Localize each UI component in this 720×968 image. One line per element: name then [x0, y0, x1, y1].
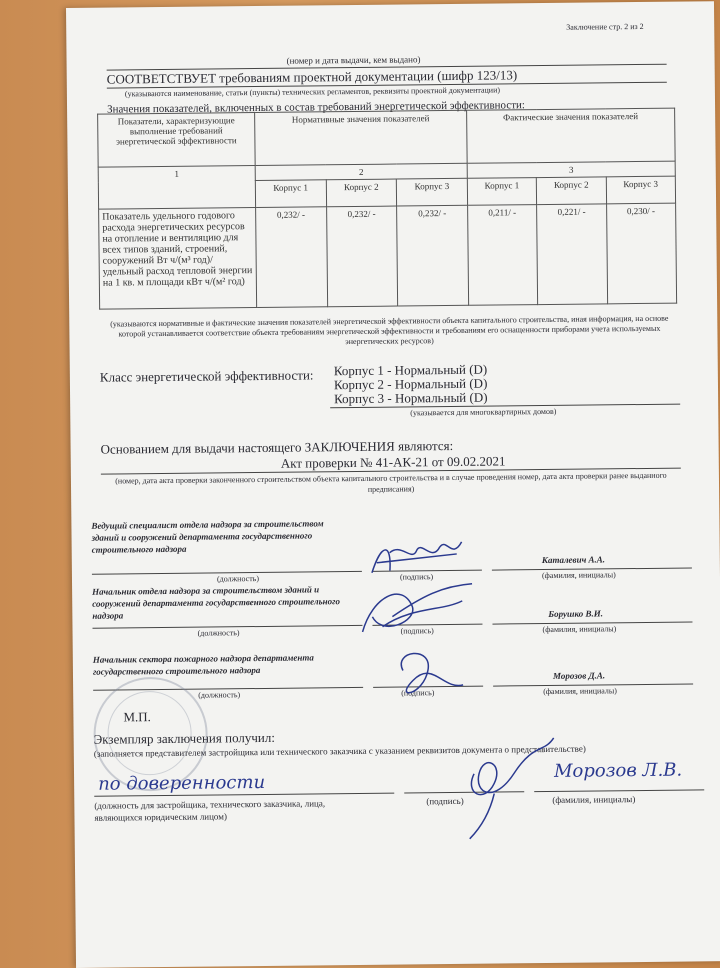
- header-normative: Нормативные значения показателей: [255, 110, 467, 165]
- compliance-note: (указываются наименование, статьи (пункты) технических регламентов, реквизиты проектной документации): [124, 85, 501, 99]
- signatory-1-signature-caption: (подпись): [399, 572, 434, 582]
- col-number-2: 2: [255, 163, 467, 180]
- recipient-signature-caption: (подпись): [426, 795, 464, 807]
- energy-class-note: (указывается для многоквартирных домов): [410, 406, 557, 418]
- header-actual: Фактические значения показателей: [466, 108, 675, 163]
- value-normative-1: 0,232/ -: [256, 207, 328, 308]
- recipient-title: Экземпляр заключения получил:: [93, 729, 276, 747]
- col-number-3: 3: [467, 161, 675, 178]
- building-2-normative: Корпус 2: [326, 179, 397, 207]
- signature-3-icon: [373, 640, 484, 711]
- building-2-actual: Корпус 2: [537, 177, 607, 205]
- signatory-2-position: Начальник отдела надзора за строительством зданий и сооружений департамента государственного строительного надзора: [92, 584, 341, 621]
- energy-title: Значения показателей, включенных в состав требований энергетической эффективности:: [107, 99, 525, 116]
- signature-2-icon: [342, 576, 493, 648]
- value-actual-3: 0,230/ -: [606, 203, 676, 304]
- basis-act: Акт проверки № 41-АК-21 от 09.02.2021: [280, 453, 506, 471]
- building-1-normative: Корпус 1: [255, 180, 326, 208]
- building-1-actual: Корпус 1: [467, 178, 537, 206]
- signatory-2-signature-caption: (подпись): [400, 626, 434, 636]
- energy-class-label: Класс энергетической эффективности:: [99, 367, 314, 385]
- signatory-2-name-caption: (фамилия, инициалы): [542, 624, 617, 635]
- signatory-3-name: Морозов Д.А.: [552, 670, 606, 681]
- basis-label: Основанием для выдачи настоящего ЗАКЛЮЧЕНИЯ являются:: [100, 437, 454, 457]
- signatory-2-name: Борушко В.И.: [548, 608, 603, 619]
- signatory-3-name-caption: (фамилия, инициалы): [543, 686, 617, 697]
- signatory-1-name: Каталевич А.А.: [541, 554, 606, 566]
- signatory-1-position: Ведущий специалист отдела надзора за строительством зданий и сооружений департамента государственного строительного надзора: [91, 518, 324, 555]
- signatory-1-name-caption: (фамилия, инициалы): [541, 570, 616, 581]
- document-page: [66, 1, 720, 968]
- value-actual-1: 0,211/ -: [467, 205, 537, 306]
- recipient-handwritten-name: Морозов Л.В.: [553, 759, 683, 782]
- energy-class-item-2: Корпус 2 - Нормальный (D): [333, 375, 488, 393]
- indicator-text: Показатель удельного годового расхода энергетических ресурсов на отопление и вентиляцию для всех типов зданий, строений, сооружений Вт ч/(м³ год)/удельный расход тепловой энергии на 1 кв. м площади кВт ч/(м² год): [99, 208, 257, 310]
- value-normative-3: 0,232/ -: [397, 205, 469, 306]
- signatory-1-position-caption: (должность): [216, 574, 260, 584]
- energy-table: [97, 108, 677, 310]
- value-normative-2: 0,232/ -: [326, 206, 398, 307]
- recipient-name-caption: (фамилия, инициалы): [552, 794, 636, 805]
- value-actual-2: 0,221/ -: [537, 204, 607, 305]
- page-info: Заключение стр. 2 из 2: [566, 21, 644, 32]
- energy-class-item-3: Корпус 3 - Нормальный (D): [334, 389, 488, 407]
- recipient-position-caption: (должность для застройщика, технического заказчика, лица, являющихся юридическим лицом): [94, 798, 326, 823]
- signatory-3-signature-caption: (подпись): [401, 688, 435, 698]
- header-indicator: Показатели, характеризующие выполнение требований энергетической эффективности: [98, 113, 256, 168]
- energy-class-item-1: Корпус 1 - Нормальный (D): [333, 361, 488, 379]
- issued-note: (номер и дата выдачи, кем выдано): [286, 54, 421, 66]
- energy-note: (указываются нормативные и фактические значения показателей энергетической эффективности объекта капитального строительства, иная информация, на основе которой устанавливается соответствие объекта требованиям энергетической эффективности и требованиям его оснащенности приборами учета используемых энергетических ресурсов): [110, 313, 669, 347]
- recipient-signature-icon: [434, 733, 575, 844]
- seal-label: М.П.: [123, 709, 151, 725]
- signatory-3-position: Начальник сектора пожарного надзора департамента государственного строительного надзора: [92, 652, 314, 677]
- signatory-2-position-caption: (должность): [197, 628, 240, 638]
- col-number-1: 1: [98, 166, 255, 210]
- building-3-normative: Корпус 3: [397, 178, 468, 206]
- basis-note: (номер, дата акта проверки законченного строительством объекта капитального строительства и в случае проведения номер, дата акта проверки ранее выданного предписания): [115, 470, 667, 494]
- building-3-actual: Корпус 3: [606, 176, 676, 204]
- recipient-note: (заполняется представителем застройщика или технического заказчика с указанием реквизитов документа о представительстве): [93, 743, 586, 759]
- signatory-3-position-caption: (должность): [198, 690, 241, 700]
- recipient-handwritten-position: по доверенности: [98, 771, 266, 795]
- compliance-text: СООТВЕТСТВУЕТ требованиям проектной документации (шифр 123/13): [106, 67, 518, 87]
